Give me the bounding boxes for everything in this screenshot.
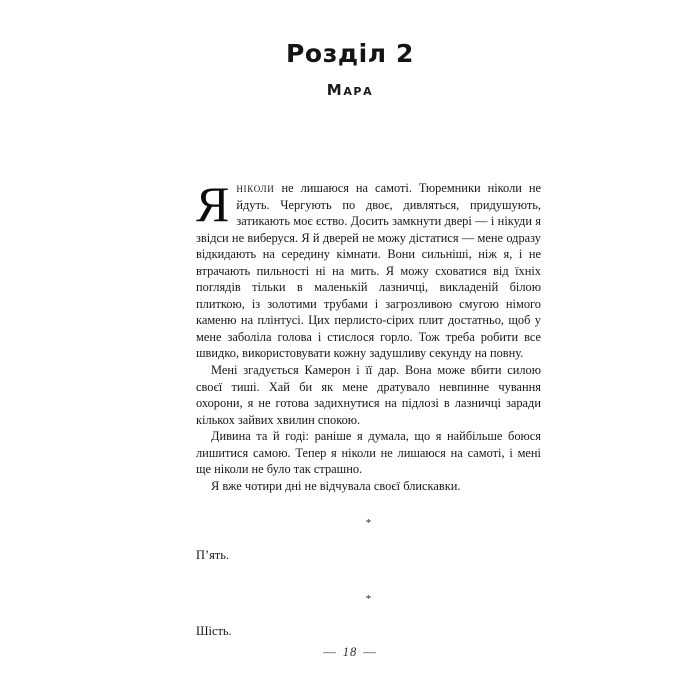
paragraph-opening <box>196 176 541 362</box>
chapter-heading <box>0 40 700 98</box>
folio-rule-left: — <box>323 645 337 659</box>
opening-small-caps: ніколи <box>236 181 275 195</box>
page-folio <box>0 645 700 660</box>
drop-cap: Я <box>196 176 230 232</box>
section-divider-asterisk: * <box>365 592 372 605</box>
spacer <box>196 494 541 518</box>
folio-rule-right: — <box>363 645 377 659</box>
page-number: 18 <box>342 645 358 659</box>
spacer <box>196 529 541 547</box>
paragraph: Дивина та й годі: раніше я думала, що я найбільше боюся лишитися самою. Тепер я ніколи не лишаюся на самоті, і мені ще ніколи не було так страшно. <box>196 429 541 477</box>
chapter-title: Розділ 2 <box>286 39 414 68</box>
spacer <box>196 564 541 594</box>
section-divider-asterisk: * <box>365 517 372 530</box>
paragraph-text: не лишаюся на самоті. Тюремники ніколи не йдуть. Чергують по двоє, дивляться, придушують, затикають моє єство. Досить замкнути двері — і нікуди я звідси не виберуся. Я й дверей не можу дістатися — мене одразу відкидають на середину кімнати. Вони сильніші, ніж я, і не втрачають пильності ні на мить. Я можу сховатися від їхніх поглядів тільки в маленькій лазничці, викладеній білою плиткою, із золотими трубами і загрозливою смугою німого каменю на плінтусі. Цих перлисто-сірих плит достатньо, щоб у мене заболіла голова і стислося горло. Тож треба робити все швидко, використовувати кожну задушливу секунду на повну. <box>196 181 541 361</box>
paragraph: Я вже чотири дні не відчувала своєї блискавки. <box>211 478 461 493</box>
chapter-subtitle: Мара <box>326 80 374 99</box>
paragraph: Мені згадується Камерон і її дар. Вона може вбити силою своєї тиші. Хай би як мене дратувало невпинне чування охорони, я не готова задихнутися на підлозі в лазничці заради кількох зайвих хвилин спокою. <box>196 363 541 427</box>
section-line: П’ять. <box>196 548 229 563</box>
section-line: Шість. <box>196 623 232 638</box>
body-text-block <box>196 176 541 639</box>
spacer <box>196 605 541 623</box>
